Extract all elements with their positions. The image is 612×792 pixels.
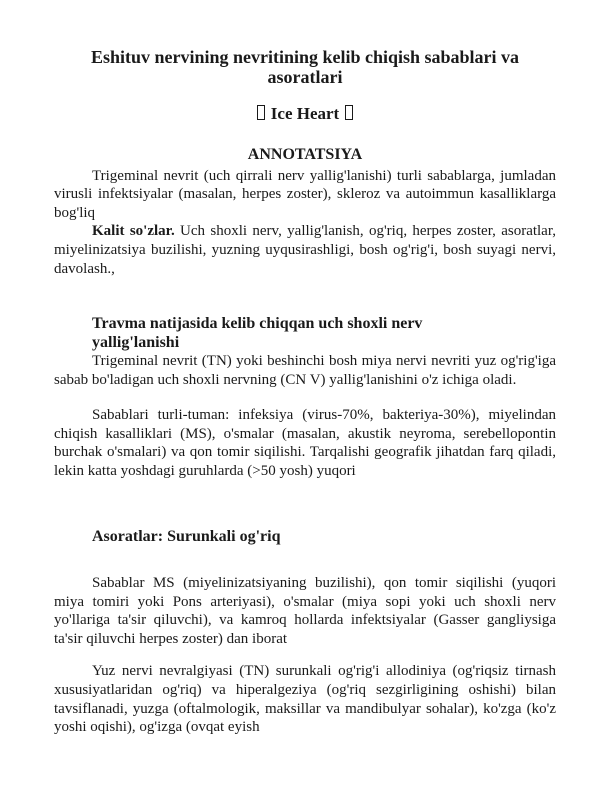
missing-glyph-icon — [345, 105, 353, 120]
author-line — [54, 104, 556, 123]
missing-glyph-icon — [257, 105, 265, 120]
section-heading-trauma: Travma natijasida kelib chiqqan uch shoxli nerv yallig'lanishi — [92, 315, 423, 351]
paragraph-causes: Sabablari turli-tuman: infeksiya (virus-70%, bakteriya-30%), miyelindan chiqish kasalliklari (MS), o'smalar (masalan, akustik neyroma, serebellopontin burchak o'smalari) va qon tomir siqilishi. Tarqalishi geografik jihatdan farq qiladi, lekin katta yoshdagi guruhlarda (>50 yosh) yuqori — [54, 407, 556, 479]
annotation-paragraph: Trigeminal nevrit (uch qirrali nerv yallig'lanishi) turli sabablarga, jumladan virusli infektsiyalar (masalan, herpes zoster), skleroz va autoimmun kasalliklarga bog'liq — [54, 167, 556, 221]
keywords-label: Kalit so'zlar. — [92, 223, 175, 240]
paragraph-complication-causes: Sabablar MS (miyelinizatsiyaning buzilishi), qon tomir siqilishi (yuqori miya tomiri yoki Pons arteriyasi), o'smalar (miya sopi yoki uch shoxli nerv yo'llariga ta'sir qiluvchi), va kamroq hollarda infektsiyalar (Gasser gangliysiga ta'sir qiluvchi herpes zoster) dan iborat — [54, 574, 556, 647]
annotation-heading: ANNOTATSIYA — [247, 146, 363, 163]
paragraph-tn-definition: Trigeminal nevrit (TN) yoki beshinchi bosh miya nervi nevriti yuz og'rig'iga sabab bo'ladigan uch shoxli nervning (CN V) yallig'lanishini o'z ichiga oladi. — [54, 352, 556, 388]
keywords-text: Uch shoxli nerv, yallig'lanish, og'riq, herpes zoster, asoratlar, miyelinizatsiya buzilishi, yuzning uyqusirashligi, bosh og'rig'i, bosh suyagi nervi, davolash., — [54, 223, 556, 277]
keywords-paragraph — [54, 222, 556, 278]
paragraph-neuralgia-symptoms: Yuz nervi nevralgiyasi (TN) surunkali og'rig'i allodiniya (og'riqsiz tirnash xususiyatlaridan og'riq) va hiperalgeziya (og'riq sezgirligining oshishi) bilan tavsiflanadi, yuzga (oftalmologik, maksillar va mandibulyar sohalar), ko'zga (ko'z yoshi oqishi), og'izga (ovqat eyish — [54, 663, 556, 736]
author-name: Ice Heart — [270, 104, 340, 123]
document-title: Eshituv nervining nevritining kelib chiqish sabablari va asoratlari — [90, 47, 520, 87]
section-heading-complications: Asoratlar: Surunkali og'riq — [92, 527, 281, 545]
